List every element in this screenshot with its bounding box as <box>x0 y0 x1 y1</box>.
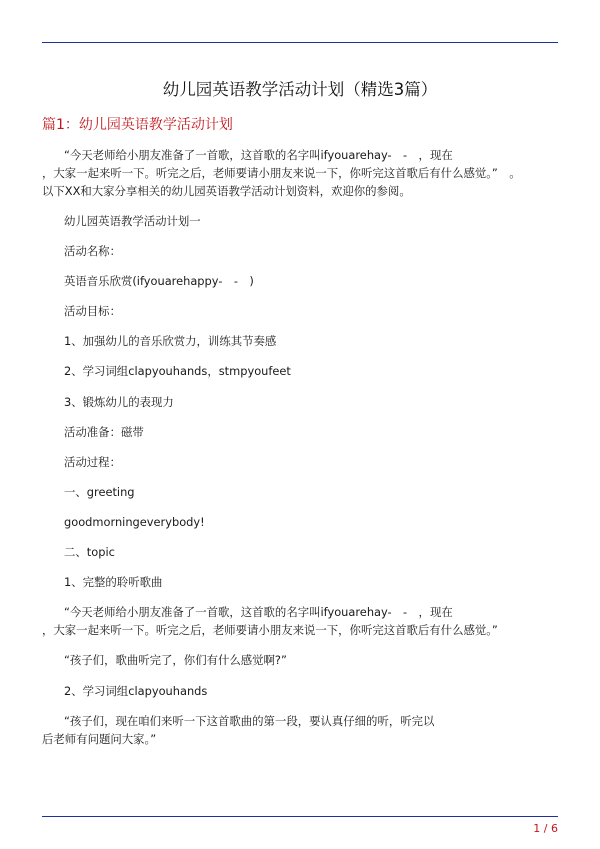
paragraph: 活动过程： <box>64 455 121 469</box>
paragraph: 幼儿园英语教学活动计划一 <box>64 214 201 228</box>
paragraph: 2、学习词组clapyouhands <box>64 684 208 698</box>
paragraph: ，大家一起来听一下。听完之后，老师要请小朋友来说一下，你听完这首歌后有什么感觉。” <box>42 623 498 637</box>
header-rule <box>42 42 558 43</box>
paragraph: 英语音乐欣赏(ifyouarehappy- - ) <box>64 274 254 288</box>
paragraph: 1、加强幼儿的音乐欣赏力，训练其节奏感 <box>64 334 277 348</box>
paragraph: “今天老师给小朋友准备了一首歌，这首歌的名字叫ifyouarehay- - ，现在 <box>64 148 453 162</box>
paragraph: 活动名称： <box>64 244 121 258</box>
paragraph: goodmorningeverybody! <box>64 515 205 529</box>
paragraph: 一、greeting <box>64 485 135 499</box>
paragraph: “孩子们，歌曲听完了，你们有什么感觉啊?” <box>64 653 287 667</box>
paragraph: 以下XX和大家分享相关的幼儿园英语教学活动计划资料，欢迎你的参阅。 <box>42 184 411 198</box>
paragraph: 2、学习词组clapyouhands，stmpyoufeet <box>64 364 291 378</box>
paragraph: 活动目标： <box>64 304 121 318</box>
paragraph: 活动准备：磁带 <box>64 425 144 439</box>
section-heading: 篇1：幼儿园英语教学活动计划 <box>42 117 233 133</box>
paragraph: ，大家一起来听一下。听完之后，老师要请小朋友来说一下，你听完这首歌后有什么感觉。” 。 <box>42 166 521 180</box>
paragraph: “孩子们，现在咱们来听一下这首歌曲的第一段，要认真仔细的听，听完以 <box>64 714 435 728</box>
paragraph: 二、topic <box>64 545 115 559</box>
paragraph: 3、锻炼幼儿的表现力 <box>64 395 174 409</box>
paragraph: “今天老师给小朋友准备了一首歌，这首歌的名字叫ifyouarehay- - ，现在 <box>64 605 453 619</box>
document-title: 幼儿园英语教学活动计划（精选3篇） <box>162 80 438 99</box>
footer-rule <box>42 816 558 817</box>
paragraph: 1、完整的聆听歌曲 <box>64 575 163 589</box>
page-indicator: 1 / 6 <box>533 822 558 835</box>
paragraph: 后老师有问题问大家。” <box>42 732 157 746</box>
